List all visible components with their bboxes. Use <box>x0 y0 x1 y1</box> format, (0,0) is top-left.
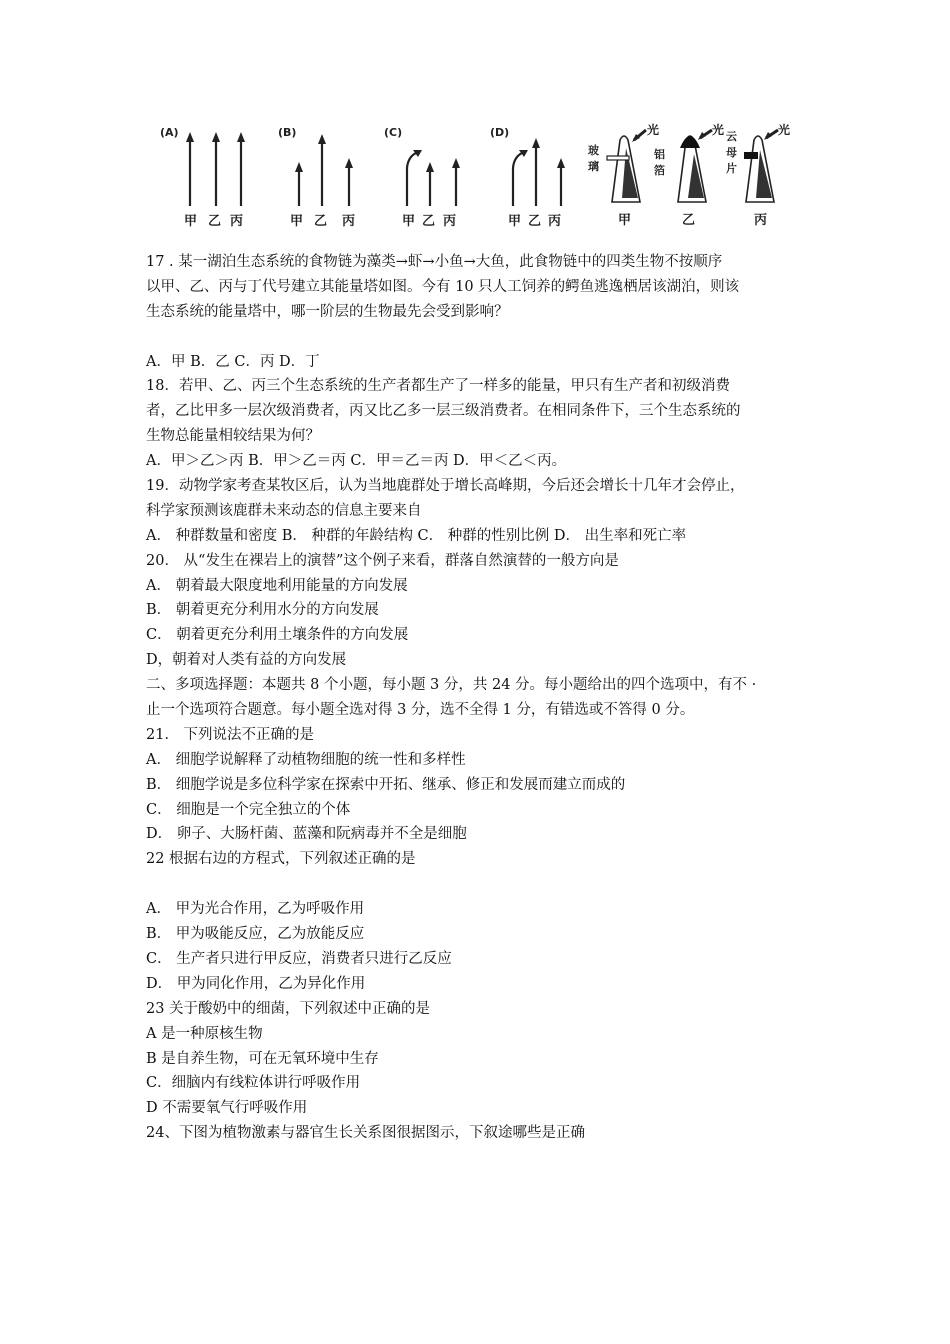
coleoptile-figure <box>150 118 800 236</box>
q18-options: A．甲＞乙＞丙 B．甲＞乙＝丙 C．甲＝乙＝丙 D．甲＜乙＜丙。 <box>146 453 567 470</box>
q23-option-a: A 是一种原核生物 <box>146 1025 263 1042</box>
q21-option-d: D． 卵子、大肠杆菌、蓝藻和阮病毒并不全是细胞 <box>146 826 467 843</box>
blank-line <box>146 325 816 350</box>
svg-text:甲: 甲 <box>508 214 522 229</box>
q23-option-b: B 是自养生物，可在无氧环境中生存 <box>146 1050 379 1067</box>
svg-text:乙: 乙 <box>422 214 436 229</box>
svg-text:母: 母 <box>726 146 737 159</box>
q23-option-d: D 不需要氧气行呼吸作用 <box>146 1100 308 1117</box>
q19-line1: 19．动物学家考查某牧区后，认为当地鹿群处于增长高峰期，今后还会增长十几年才会停止， <box>146 478 745 495</box>
svg-text:甲: 甲 <box>402 214 416 229</box>
q17-line3: 生态系统的能量塔中，哪一阶层的生物最先会受到影响？ <box>146 303 509 320</box>
q18-line3: 生物总能量相较结果为何？ <box>146 428 320 445</box>
q22-option-d: D． 甲为同化作用，乙为异化作用 <box>146 975 366 992</box>
q18-line1: 18．若甲、乙、丙三个生态系统的生产者都生产了一样多的能量，甲只有生产者和初级消费 <box>146 378 730 395</box>
svg-text:丙: 丙 <box>230 214 244 229</box>
q20-option-c: C． 朝着更充分利用土壤条件的方向发展 <box>146 627 409 644</box>
q20-option-d: D，朝着对人类有益的方向发展 <box>146 652 347 669</box>
q22-option-c: C． 生产者只进行甲反应，消费者只进行乙反应 <box>146 950 452 967</box>
q17-line2: 以甲、乙、丙与丁代号建立其能量塔如图。今有 10 只人工饲养的鳄鱼逃逸栖居该湖泊，则该 <box>146 278 740 295</box>
q21-option-c: C． 细胞是一个完全独立的个体 <box>146 801 351 818</box>
q22-option-b: B． 甲为吸能反应，乙为放能反应 <box>146 926 365 943</box>
svg-text:箔: 箔 <box>654 164 665 177</box>
q21-option-b: B． 细胞学说是多位科学家在探索中开拓、继承、修正和发展而建立而成的 <box>146 776 626 793</box>
svg-text:璃: 璃 <box>588 160 599 173</box>
q20-option-a: A． 朝着最大限度地利用能量的方向发展 <box>146 577 408 594</box>
panel-d-letter: (D) <box>490 126 510 139</box>
svg-text:玻: 玻 <box>588 144 599 157</box>
q23-option-c: C．细脑内有线粒体讲行呼吸作用 <box>146 1075 361 1092</box>
q20-option-b: B． 朝着更充分利用水分的方向发展 <box>146 602 379 619</box>
svg-text:丙: 丙 <box>443 214 457 229</box>
blank-line <box>146 872 816 897</box>
svg-text:光: 光 <box>712 123 725 137</box>
svg-text:乙: 乙 <box>528 214 542 229</box>
svg-text:甲: 甲 <box>618 213 632 228</box>
svg-text:甲: 甲 <box>290 214 304 229</box>
svg-text:乙: 乙 <box>682 213 696 228</box>
q17-line1: 17 . 某一湖泊生态系统的食物链为藻类→虾→小鱼→大鱼，此食物链中的四类生物不按顺序 <box>146 254 723 270</box>
q20-stem: 20． 从“发生在裸岩上的演替”这个例子来看，群落自然演替的一般方向是 <box>146 552 619 569</box>
panel-c-letter: (C) <box>384 126 403 139</box>
q22-option-a: A． 甲为光合作用，乙为呼吸作用 <box>146 901 365 918</box>
panel-b-letter: (B) <box>278 126 297 139</box>
svg-text:铝: 铝 <box>654 148 665 161</box>
svg-text:乙: 乙 <box>314 214 328 229</box>
svg-text:丙: 丙 <box>548 214 562 229</box>
section2-line1: 二、多项选择题：本题共 8 个小题，每小题 3 分，共 24 分。每小题给出的四个选项中，有不 · <box>146 677 757 694</box>
svg-text:丙: 丙 <box>754 213 768 228</box>
q17-options: A．甲 B．乙 C．丙 D．丁 <box>146 353 320 370</box>
svg-text:甲: 甲 <box>184 214 198 229</box>
q19-options: A． 种群数量和密度 B． 种群的年龄结构 C． 种群的性别比例 D． 出生率和死亡率 <box>146 527 687 544</box>
svg-text:光: 光 <box>778 123 791 137</box>
section2-line2: 止一个选项符合题意。每小题全选对得 3 分，选不全得 1 分，有错选或不答得 0 分。 <box>146 702 695 719</box>
q24-stem: 24、下图为植物激素与器官生长关系图很据图示，下叙途哪些是正确 <box>146 1125 585 1142</box>
q21-stem: 21． 下列说法不正确的是 <box>146 726 315 743</box>
q23-stem: 23 关于酸奶中的细菌，下列叙述中正确的是 <box>146 1000 431 1017</box>
svg-text:丙: 丙 <box>342 214 356 229</box>
svg-text:片: 片 <box>726 162 737 175</box>
panel-a-letter: (A) <box>160 126 179 139</box>
q21-option-a: A． 细胞学说解释了动植物细胞的统一性和多样性 <box>146 751 466 768</box>
question-text <box>146 250 816 1146</box>
q18-line2: 者，乙比甲多一层次级消费者，丙又比乙多一层三级消费者。在相同条件下，三个生态系统的 <box>146 403 741 420</box>
svg-text:云: 云 <box>726 130 737 143</box>
svg-text:光: 光 <box>647 123 660 137</box>
svg-text:乙: 乙 <box>208 214 222 229</box>
q22-stem: 22 根据右边的方程式，下列叙述正确的是 <box>146 851 416 868</box>
q19-line2: 科学家预测该鹿群未来动态的信息主要来自 <box>146 502 422 519</box>
